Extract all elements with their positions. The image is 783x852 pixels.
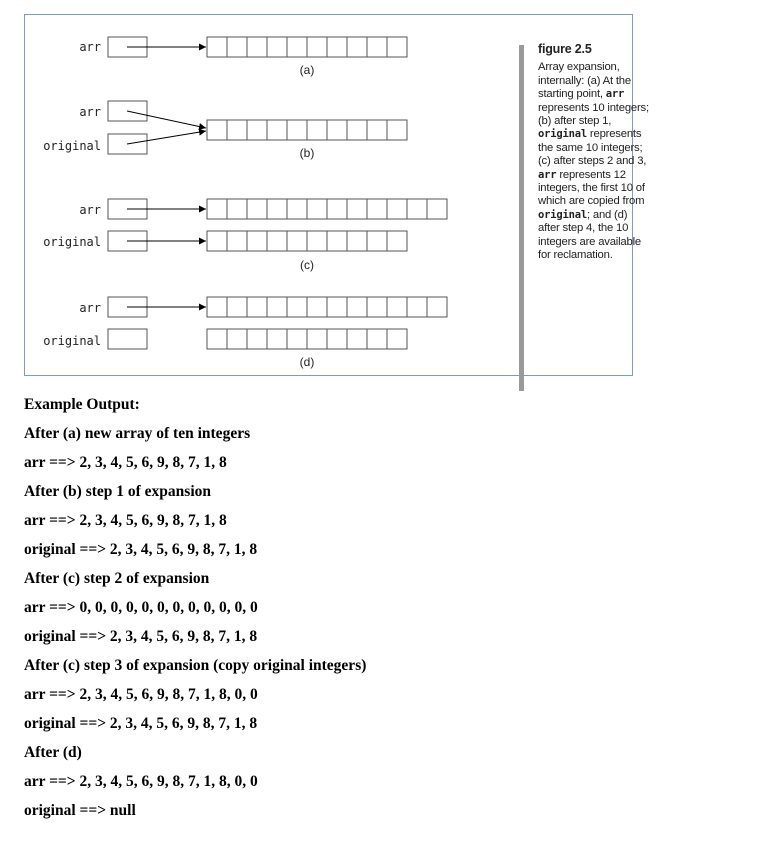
array-cell (227, 199, 247, 219)
array-c-arr (207, 199, 447, 219)
array-cell (267, 120, 287, 140)
array-cell (287, 120, 307, 140)
caption-sidebar-bar (519, 45, 524, 391)
array-cell (207, 329, 227, 349)
output-line: arr ==> 2, 3, 4, 5, 6, 9, 8, 7, 1, 8, 0, 0 (24, 686, 258, 703)
output-line: After (a) new array of ten integers (24, 425, 251, 442)
array-cell (387, 120, 407, 140)
panel-label-c: (c) (300, 258, 314, 272)
output-line: After (c) step 3 of expansion (copy original integers) (24, 657, 367, 674)
array-cell (247, 297, 267, 317)
caption-title: figure 2.5 (538, 42, 592, 56)
array-cell (387, 37, 407, 57)
label-original-c: original (43, 235, 101, 249)
array-cell (227, 231, 247, 251)
array-cell (227, 120, 247, 140)
array-a (207, 37, 407, 57)
array-cell (247, 199, 267, 219)
output-line: original ==> null (24, 802, 136, 819)
label-original-d: original (43, 334, 101, 348)
label-original-b: original (43, 139, 101, 153)
array-cell (387, 329, 407, 349)
array-cell (207, 120, 227, 140)
array-cell (347, 120, 367, 140)
array-cell (287, 199, 307, 219)
array-cell (427, 297, 447, 317)
output-line: After (d) (24, 744, 82, 761)
array-cell (367, 231, 387, 251)
caption-code: arr (605, 88, 625, 101)
caption-code: original (538, 208, 587, 221)
array-cell (267, 297, 287, 317)
panel-label-d: (d) (299, 355, 315, 369)
array-cell (347, 231, 367, 251)
array-cell (387, 297, 407, 317)
array-cell (247, 231, 267, 251)
array-cell (347, 329, 367, 349)
array-cell (267, 37, 287, 57)
array-cell (287, 231, 307, 251)
array-cell (367, 297, 387, 317)
array-cell (287, 297, 307, 317)
ref-box-original-d (108, 329, 147, 349)
array-cell (347, 37, 367, 57)
output-line: arr ==> 2, 3, 4, 5, 6, 9, 8, 7, 1, 8, 0, 0 (24, 773, 258, 790)
array-cell (207, 37, 227, 57)
array-cell (307, 329, 327, 349)
output-line: original ==> 2, 3, 4, 5, 6, 9, 8, 7, 1, 8 (24, 628, 258, 645)
array-d-original (207, 329, 407, 349)
array-cell (367, 329, 387, 349)
array-cell (227, 329, 247, 349)
array-cell (207, 231, 227, 251)
caption-code: arr (538, 168, 557, 181)
array-cell (207, 297, 227, 317)
array-b (207, 120, 407, 140)
array-cell (307, 120, 327, 140)
array-cell (427, 199, 447, 219)
output-line: original ==> 2, 3, 4, 5, 6, 9, 8, 7, 1, 8 (24, 541, 258, 558)
array-cell (247, 37, 267, 57)
output-line: After (c) step 2 of expansion (24, 570, 210, 587)
output-line: arr ==> 2, 3, 4, 5, 6, 9, 8, 7, 1, 8 (24, 512, 227, 529)
array-cell (367, 37, 387, 57)
caption-body: Array expansion, internally: (a) At the starting point, arr represents 10 integers; (b) after step 1, original represents the same 10 integers; (c) after steps 2 and 3, arr represents 12 integers, the first 10 of which are copied from original; and (d) after step 4, the 10 integers are available for reclamation. (538, 61, 649, 262)
output-heading: Example Output: (24, 396, 140, 413)
label-arr-a: arr (79, 40, 101, 54)
array-cell (407, 199, 427, 219)
array-cell (307, 231, 327, 251)
array-d-arr (207, 297, 447, 317)
array-c-original (207, 231, 407, 251)
array-cell (247, 329, 267, 349)
output-line: arr ==> 2, 3, 4, 5, 6, 9, 8, 7, 1, 8 (24, 454, 227, 471)
label-arr-d: arr (79, 301, 101, 315)
output-line: arr ==> 0, 0, 0, 0, 0, 0, 0, 0, 0, 0, 0, 0 (24, 599, 258, 616)
array-cell (227, 37, 247, 57)
label-arr-b: arr (79, 105, 101, 119)
array-cell (327, 37, 347, 57)
array-cell (287, 329, 307, 349)
array-cell (327, 297, 347, 317)
array-cell (307, 199, 327, 219)
figure-caption (538, 43, 650, 263)
output-line: After (b) step 1 of expansion (24, 483, 211, 500)
array-cell (307, 297, 327, 317)
array-cell (327, 329, 347, 349)
array-cell (267, 231, 287, 251)
figure-frame (24, 14, 649, 376)
label-arr-c: arr (79, 203, 101, 217)
array-cell (327, 120, 347, 140)
caption-code: original (538, 128, 587, 141)
array-cell (327, 231, 347, 251)
array-cell (307, 37, 327, 57)
array-cell (227, 297, 247, 317)
panel-label-a: (a) (299, 63, 315, 77)
array-cell (327, 199, 347, 219)
array-cell (347, 199, 367, 219)
panel-label-b: (b) (299, 146, 315, 160)
array-cell (367, 199, 387, 219)
output-line: original ==> 2, 3, 4, 5, 6, 9, 8, 7, 1, 8 (24, 715, 258, 732)
array-cell (347, 297, 367, 317)
array-cell (207, 199, 227, 219)
array-cell (247, 120, 267, 140)
array-cell (267, 329, 287, 349)
array-cell (387, 231, 407, 251)
array-cell (387, 199, 407, 219)
array-cell (287, 37, 307, 57)
array-cell (367, 120, 387, 140)
array-cell (267, 199, 287, 219)
array-cell (407, 297, 427, 317)
